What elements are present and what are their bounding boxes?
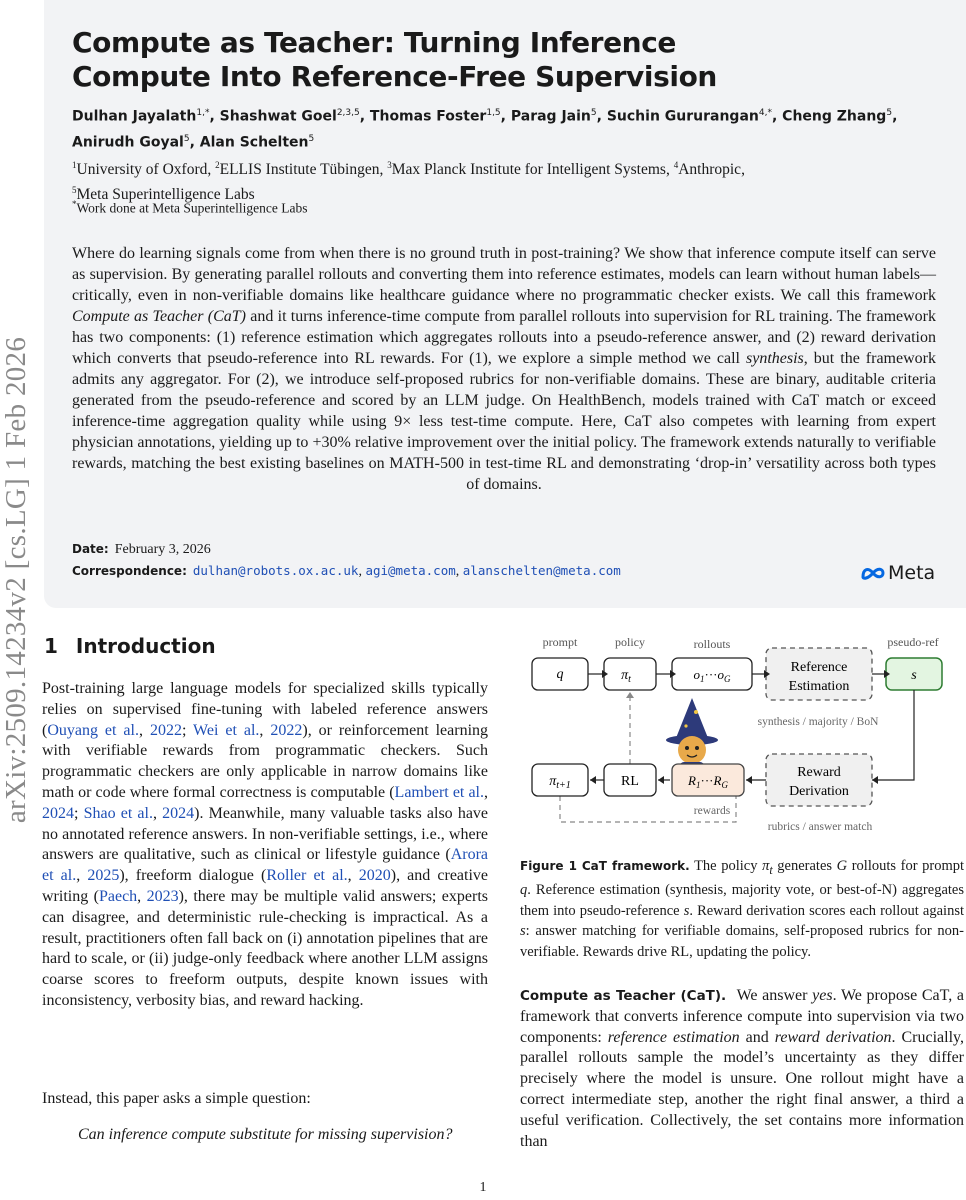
affiliation: Meta Superintelligence Labs: [76, 186, 255, 204]
question-intro: Instead, this paper asks a simple question:: [42, 1090, 311, 1107]
citation-link[interactable]: 2022: [149, 721, 182, 739]
author-affil-sup: 5: [308, 133, 315, 144]
body-text: Post-training large language models for specialized skills typically relies on supervised fine-tuning with labeled reference answers (: [42, 680, 488, 739]
correspondence-line: Correspondence: dulhan@robots.ox.ac.uk, agi@meta.com, alanschelten@meta.com: [72, 563, 621, 579]
body-text: ), freeform dialogue (: [119, 867, 267, 885]
affil-sup: 2: [215, 160, 220, 170]
email-link[interactable]: dulhan@robots.ox.ac.uk: [192, 563, 359, 578]
work-note-text: Work done at Meta Superintelligence Labs: [76, 200, 308, 216]
author-list: Dulhan Jayalath$^{1,*}$, Shashwat Goel$^{2,3,5}$, Thomas Foster$^{1,5}$, Parag Jain$^5$, Suchin Gururangan$^{4,*}$, Cheng Zhang$^5$, Anirudh Goyal$^5$, Alan Schelten$^5$: [72, 108, 898, 151]
box-s-text: s: [911, 668, 917, 683]
work-note: [72, 199, 307, 217]
author-name: Cheng Zhang: [782, 108, 887, 125]
cat-paragraph: [520, 986, 964, 1152]
rew-der-line1: Reward: [797, 765, 841, 780]
abstract-text: Where do learning signals come from when there is no ground truth in post-training? We show that inference compute itself can serve as supervision. By generating parallel rollouts and converting them into reference estimates, models can learn without human labels—critically, even in non-verifiable domains like healthcare guidance where no programmatic checker exists. We call this framework: [72, 245, 936, 304]
label-prompt: prompt: [542, 635, 578, 649]
citation-link[interactable]: Roller et al.: [266, 867, 348, 885]
meta-infinity-icon: [860, 565, 886, 581]
abstract: [72, 243, 936, 495]
body-text: We answer: [732, 987, 813, 1004]
abstract-text: , but the framework admits any aggregator. For (2), we introduce self-proposed rubrics for non-verifiable domains. These are binary, auditable criteria generated from the pseudo-reference and scored by an LLM judge. On HealthBench, models trained with CaT match or exceed inference-time aggregation quality while using 9× less test-time compute. Here, CaT also competes with learning from expert physician annotations, yielding up to +30% relative improvement over the initial policy. The framework extends naturally to verifiable rewards, matching the best existing baselines on MATH-500 in test-time RL and demonstrating ‘drop-in’ versatility across both types of domains.: [72, 350, 936, 493]
box-prompt-q-text: q: [556, 667, 564, 682]
body-text: ,: [138, 721, 150, 739]
caption-math: s: [683, 902, 690, 919]
ref-est-line1: Reference: [790, 660, 848, 675]
box-rl-text: RL: [621, 774, 639, 789]
paragraph-heading: Compute as Teacher (CaT).: [520, 988, 727, 1004]
email-link[interactable]: alanschelten@meta.com: [462, 563, 621, 578]
rollout-last: o: [717, 667, 724, 682]
section-title: Introduction: [75, 634, 216, 658]
caption-text: . Reward derivation scores each rollout against: [689, 902, 964, 919]
author-name: Alan Schelten: [199, 134, 309, 151]
citation-link[interactable]: 2022: [270, 721, 303, 739]
label-rewards: rewards: [693, 805, 731, 817]
body-text: ,: [347, 867, 359, 885]
next-pi: π: [549, 774, 557, 789]
caption-title: CaT framework.: [581, 859, 690, 873]
author-affil-sup: 5: [590, 108, 597, 118]
caption-label: Figure 1: [520, 859, 578, 873]
body-text: . Crucially, parallel rollouts sample the model’s uncertainty as they differ precisely where the model is unsure. One rollout might have a correct intermediate step, another the right final answer, a third a useful verification. Collectively, the set contains more information than: [520, 1028, 965, 1150]
label-synthesis: synthesis / majority / BoN: [757, 716, 879, 728]
meta-logo-text: Meta: [888, 562, 936, 584]
caption-math: G: [836, 858, 848, 874]
label-rollouts: rollouts: [693, 637, 731, 651]
email-link[interactable]: agi@meta.com: [365, 563, 456, 578]
body-text: ), or reinforcement learning with verifiable rewards from programmatic checkers. Such programmatic checkers are only applicable in narrow domains like math or code where formal correctness is computable (: [42, 721, 489, 801]
affiliation: Anthropic: [678, 161, 742, 179]
author-affil-sup: 5: [183, 133, 190, 144]
intro-paragraph: [42, 679, 488, 1012]
date-value: February 3, 2026: [114, 542, 211, 557]
body-text: ;: [74, 804, 84, 822]
affil-sup: 5: [72, 185, 77, 196]
citation-link[interactable]: 2024: [42, 804, 74, 822]
section-number: 1: [44, 634, 58, 658]
section-heading: [44, 634, 216, 658]
title-line: Compute as Teacher: Turning Inference: [72, 26, 676, 59]
body-text: ). Meanwhile, many valuable tasks also have no annotated reference answers. In non-verifiable settings, i.e., where answers are qualitative, such as clinical or lifestyle guidance (: [42, 804, 489, 864]
affil-sup: 1: [72, 160, 77, 170]
reward-first: R: [688, 773, 696, 788]
author-name: Anirudh Goyal: [72, 134, 184, 151]
citation-link[interactable]: 2024: [162, 804, 195, 822]
citation-link[interactable]: Ouyang et al.: [47, 721, 139, 739]
reward-last: R: [713, 773, 722, 788]
body-text: ), there may be multiple valid answers; experts can disagree, and deterministic rule-checking is impractical. As a result, practitioners often fall back on (i) annotation pipelines that are hard to scale, or (ii) judge-only feedback where another LLM assigns coarse scores to freeform outputs, despite known issues with inconsistency, verbosity bias, and reward hacking.: [42, 887, 488, 1009]
author-name: Parag Jain: [510, 108, 591, 125]
caption-math: s: [520, 923, 526, 940]
body-emphasis: reward derivation: [774, 1028, 892, 1046]
caption-text: : answer matching for verifiable domains, self-proposed rubrics for non-verifiable. Rewards drive RL, updating the policy.: [520, 923, 964, 960]
body-text: ,: [137, 887, 147, 905]
body-text: and: [739, 1028, 775, 1046]
label-rubrics: rubrics / answer match: [767, 821, 873, 833]
correspondence-label: Correspondence:: [72, 564, 187, 578]
affil-sup: 3: [387, 160, 392, 170]
affiliation: ELLIS Institute Tübingen: [219, 161, 380, 179]
ref-est-line2: Estimation: [788, 679, 850, 694]
body-text: ;: [181, 721, 194, 739]
author-name: Suchin Gururangan: [606, 108, 759, 125]
citation-link[interactable]: 2023: [146, 887, 179, 905]
label-policy: policy: [615, 635, 645, 649]
author-affil-sup: 1,5: [486, 108, 501, 118]
abstract-emphasis: Compute as Teacher (CaT): [72, 308, 246, 325]
svg-text:o1···oG: $o_1\cdot\cdot\cdot o_G$: [693, 667, 731, 684]
svg-text:R1···RG: $R_1\cdot\cdot\cdot R_G$: [688, 773, 728, 790]
affiliation: Max Planck Institute for Intelligent Systems: [391, 161, 666, 179]
policy-sub: t: [628, 674, 631, 685]
author-name: Dulhan Jayalath: [72, 108, 197, 125]
abstract-emphasis: synthesis: [746, 350, 804, 367]
body-text: . We propose CaT, a framework that converts inference compute into supervision via two components:: [520, 987, 964, 1046]
author-affil-sup: 2,3,5: [336, 108, 360, 118]
caption-text: The policy: [689, 858, 763, 874]
rew-der-line2: Derivation: [789, 784, 849, 799]
body-text: ,: [259, 721, 271, 739]
caption-text: generates: [772, 858, 837, 874]
caption-text: rollouts for prompt: [847, 858, 965, 874]
affiliation-list: $^1$University of Oxford, $^2$ELLIS Institute Tübingen, $^3$Max Planck Institute for Intelligent Systems, $^4$Anthropic, $^5$Meta Superintelligence Labs: [72, 160, 745, 204]
citation-link[interactable]: Shao et al.: [83, 804, 153, 822]
date-label: Date:: [72, 542, 109, 556]
body-text: ,: [76, 867, 88, 885]
body-text: ,: [152, 804, 163, 822]
work-note-sup: *: [72, 199, 77, 209]
citation-link[interactable]: Wei et al.: [193, 721, 260, 739]
caption-math-sub: t: [769, 862, 773, 877]
research-question: Can inference compute substitute for missing supervision?: [78, 1126, 453, 1143]
caption-math: q: [520, 882, 528, 899]
date-line: [72, 542, 211, 558]
caption-text: . Reference estimation (synthesis, majority vote, or best-of-N) aggregates them into pseudo-reference: [520, 882, 964, 919]
affiliation: University of Oxford: [76, 161, 208, 179]
policy-pi: π: [621, 668, 629, 683]
affil-sup: 4: [673, 160, 679, 170]
citation-link[interactable]: Paech: [98, 887, 138, 905]
body-text: ), and creative writing (: [42, 867, 489, 905]
rollout-first: o: [693, 667, 700, 682]
body-emphasis: reference estimation: [607, 1028, 740, 1046]
page-number: 1: [479, 1180, 487, 1195]
citation-link[interactable]: 2025: [87, 867, 120, 885]
citation-link[interactable]: 2020: [358, 867, 391, 885]
citation-link[interactable]: Arora et al.: [42, 846, 488, 885]
next-sub: t+1: [556, 780, 571, 791]
author-affil-sup: 4,*: [758, 108, 772, 118]
author-affil-sup: 1,*: [196, 108, 210, 118]
wizard-mascot-icon: [666, 698, 718, 774]
paper-title: [72, 26, 932, 94]
figure-caption: [520, 856, 964, 962]
caption-math: π: [762, 858, 770, 874]
meta-logo: [860, 562, 935, 584]
author-affil-sup: 5: [886, 108, 893, 118]
body-text: ,: [484, 783, 489, 801]
author-name: Thomas Foster: [369, 108, 487, 125]
arxiv-stamp: arXiv:2509.14234v2 [cs.LG] 1 Feb 2026: [0, 336, 32, 824]
cat-framework-figure: [520, 630, 960, 840]
author-name: Shashwat Goel: [219, 108, 337, 125]
abstract-text: and it turns inference-time compute from parallel rollouts into supervision for RL training. The framework has two components: (1) reference estimation which aggregates rollouts into a pseudo-reference answer, and (2) reward derivation which converts that pseudo-reference into RL rewards. For (1), we explore a simple method we call: [72, 308, 936, 367]
citation-link[interactable]: Lambert et al.: [394, 783, 485, 801]
title-line: Compute Into Reference-Free Supervision: [72, 60, 717, 93]
label-pseudo-ref: pseudo-ref: [887, 635, 939, 649]
body-emphasis: yes: [812, 987, 833, 1004]
